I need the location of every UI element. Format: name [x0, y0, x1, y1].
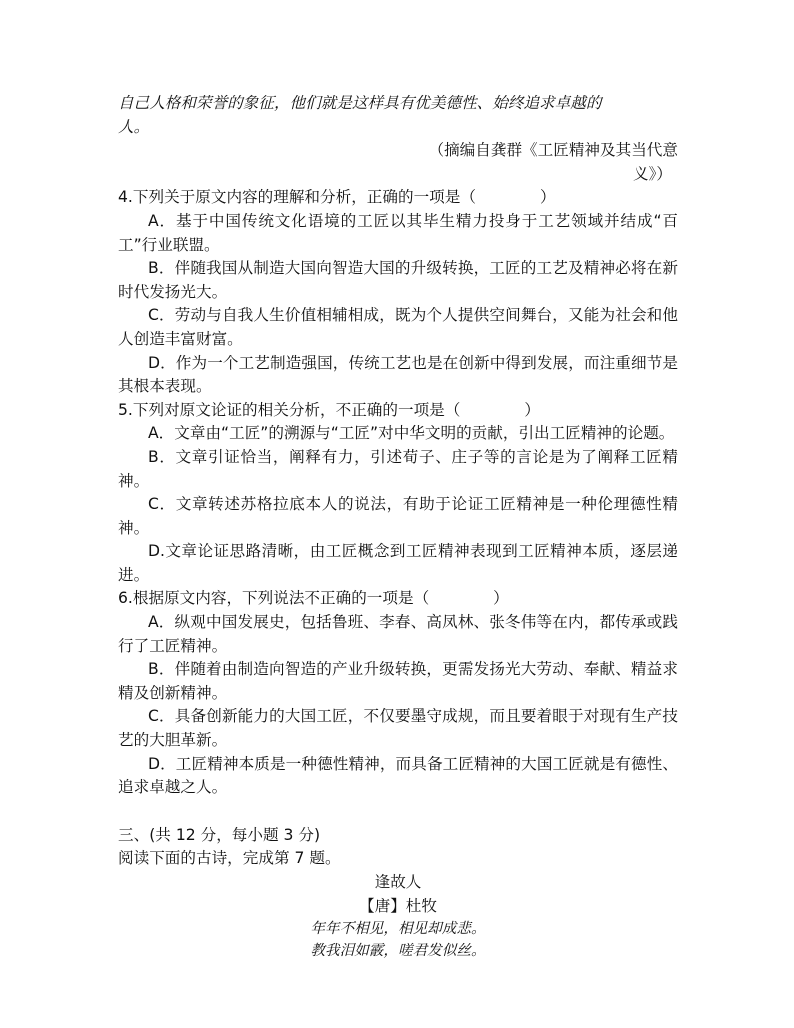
poem-author: 【唐】杜牧	[359, 896, 437, 915]
question-5-option-c: C．文章转述苏格拉底本人的说法，有助于论证工匠精神是一种伦理德性精神。	[118, 495, 678, 537]
question-5-close: ）	[524, 400, 540, 419]
question-4-option-d: D．作为一个工艺制造强国，传统工艺也是在创新中得到发展，而注重细节是其根本表现。	[118, 353, 678, 396]
source-citation-line-2: 义》）	[633, 164, 672, 183]
intro-line-2: 人。	[118, 117, 150, 136]
section-three	[118, 824, 678, 871]
question-6-option-d: D．工匠精神本质是一种德性精神，而具备工匠精神的大国工匠就是有德性、追求卓越之人。	[118, 754, 678, 797]
question-4-close: ）	[539, 188, 556, 207]
question-5	[118, 399, 678, 588]
section-three-instruction: 阅读下面的古诗，完成第 7 题。	[118, 849, 341, 868]
question-5-option-a: A．文章由“工匠”的溯源与“工匠”对中华文明的贡献，引出工匠精神的论题。	[148, 424, 675, 443]
question-4-option-a: A．基于中国传统文化语境的工匠以其毕生精力投身于工艺领域并结成“百工”行业联盟。	[118, 211, 678, 254]
poem-line-1: 年年不相见，相见却成悲。	[310, 920, 486, 938]
question-4-option-b: B．伴随我国从制造大国向智造大国的升级转换，工匠的工艺及精神必将在新时代发扬光大。	[118, 259, 678, 301]
poem-line-2: 教我泪如霰，嗟君发似丝。	[310, 942, 486, 960]
question-5-option-b: B．文章引证恰当，阐释有力，引述荀子、庄子等的言论是为了阐释工匠精神。	[118, 447, 678, 490]
section-three-heading: 三、(共 12 分，每小题 3 分)	[118, 825, 321, 844]
question-4-stem: 4.下列关于原文内容的理解和分析，正确的一项是（	[118, 188, 476, 207]
document-page	[118, 92, 678, 962]
question-6-option-c: C．具备创新能力的大国工匠，不仅要墨守成规，而且要着眼于对现有生产技艺的大胆革新。	[118, 707, 678, 750]
intro-line-1: 自己人格和荣誉的象征，他们就是这样具有优美德性、始终追求卓越的	[118, 94, 602, 112]
question-6-stem: 6.根据原文内容，下列说法不正确的一项是（	[118, 589, 430, 608]
source-citation-line-1: （摘编自龚群《工匠精神及其当代意	[428, 141, 678, 160]
question-6-close: ）	[493, 589, 509, 608]
question-5-option-d: D.文章论证思路清晰，由工匠概念到工匠精神表现到工匠精神本质，逐层递进。	[118, 542, 678, 584]
question-5-stem: 5.下列对原文论证的相关分析，不正确的一项是（	[118, 400, 461, 419]
question-4	[118, 186, 678, 398]
question-4-option-c: C．劳动与自我人生价值相辅相成，既为个人提供空间舞台，又能为社会和他人创造丰富财富。	[118, 306, 678, 348]
poem	[118, 871, 678, 962]
question-6-option-a: A．纵观中国发展史，包括鲁班、李春、高凤林、张冬伟等在内，都传承或践行了工匠精神。	[118, 613, 678, 655]
question-6-option-b: B．伴随着由制造向智造的产业升级转换，更需发扬光大劳动、奉献、精益求精及创新精神。	[118, 660, 678, 702]
question-6	[118, 587, 678, 799]
poem-title: 逢故人	[374, 873, 422, 891]
